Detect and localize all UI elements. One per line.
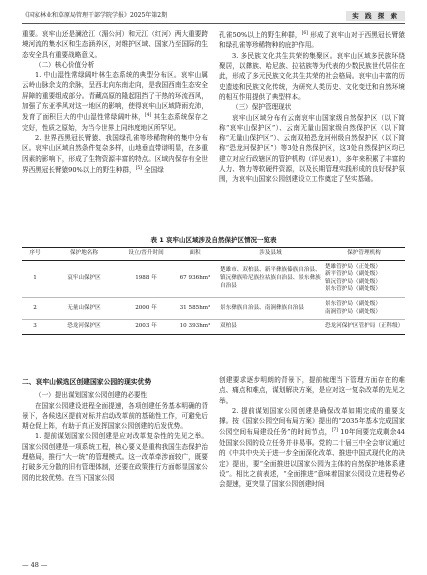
journal-title: 《国家林业和草原局管理干部学院学报》2025年第2期	[22, 12, 168, 19]
subheading-status: （三）保护管理现状	[232, 103, 292, 112]
citation: [5]	[135, 166, 142, 172]
paragraph-text: 2. 世界西黑冠长臂猿、我国绿孔雀等珍稀物种的集中分布区。哀牢山区域自然条件复杂多样，山地垂直带谱明显，在多重因素的影响下，形成了生物资源丰富的特点。区域内保存有全世界西黑冠长臂猿90%以上的野生种群，	[22, 134, 208, 175]
table-cell: 67 936hm²	[172, 260, 218, 297]
paragraph: 哀牢山区域分布有云南哀牢山国家级自然保护区（以下简称“哀牢山保护区”）、云南无量山国家级自然保护区（以下简称“无量山保护区”）、云南双柏恐龙河州级自然保护区（以下简称“恐龙河保护区”）等3处自然保护区，这3处自然保护区均已建立对应行政辖区的管护机构（详见表1），多年来积累了丰富的人力、物力等软硬件资源，以及长期管理实践形成的良好保护氛围，为哀牢山国家公园创建设立工作奠定了坚实基础。	[219, 113, 405, 184]
table-cell: 31 585hm²	[172, 297, 218, 319]
paragraph	[22, 70, 208, 133]
citation: [6]	[301, 31, 308, 36]
column-top-right	[219, 29, 405, 232]
paragraph-text: 10年间要完成剩余44处国家公园的设立任务并非易事。党的二十届三中全会审议通过的《中共中央关于进一步全面深化改革、推进中国式现代化的决定》提出，要“全面推进以国家公园为主体的自然保护地体系建设”。相比之前表述，“全面推进”意味着国家公园设立进程势必会提速，更突显了国家公园创建时间	[219, 428, 405, 489]
paragraph	[22, 133, 208, 175]
table-cell: 3	[22, 320, 48, 335]
paragraph: 3. 多民族文化共生共荣的集聚区。哀牢山区域多民族环绕聚居，以彝族、哈尼族、拉祜族等为代表的少数民族世代居住在此，形成了多元民族文化共生共荣的社会格局。哀牢山丰富的历史遗迹和民族文化传统，为研究人类历史、文化变迁和自然环境的相互作用提供了典型样本。	[219, 51, 405, 101]
table-cell: 双柏县	[218, 320, 323, 335]
org-line: 镇沅管护局（副处级）	[325, 278, 381, 285]
paragraph-text: 其生态系统保存之完好，性质之原始，为当今世界上同纬度地区所罕见。	[22, 113, 208, 132]
running-header	[22, 9, 405, 23]
table-cell	[323, 320, 405, 335]
table-cell: 1	[22, 260, 48, 297]
org-line: 恐龙河保护区管护局（正科级）	[325, 323, 404, 330]
citation: [7]	[331, 428, 338, 434]
table-cell: 楚雄市、双柏县、新平彝族傣族自治县、镇沅彝族哈尼族拉祜族自治县、景东彝族自治县	[218, 260, 323, 297]
org-line: 新平管护局（副处级）	[325, 271, 381, 278]
paragraph: 在国家公园建设进程全面提速，各项创建任务基本明确的背景下，各候选区提前对标并启动改革前的基础性工作，可避免后期仓促上阵，有助于真正发挥国家公园创建的后发优势。	[22, 401, 208, 431]
column-header: 序号	[22, 248, 48, 261]
paragraph: 1. 提前谋划国家公园创建是应对改革复杂性的先见之举。国家公园创建是一项系统工程，核心要义是重构我国生态保护治理格局，推行“大一统”的管理模式。这一改革牵涉面较广，既要打破多元分散的旧有管理体制，还要在政策推行方面彰显国家公园的比较优势。在当下国家公园	[22, 432, 208, 482]
org-line: 景东管护局（副处级）	[325, 300, 381, 307]
paragraph	[219, 406, 405, 490]
column-header: 涉及县域	[218, 248, 323, 261]
subheading-core-value: （二）核心价值分析	[35, 60, 95, 69]
paragraph	[219, 29, 405, 51]
paragraph-text: 全国绿	[141, 166, 164, 175]
table-row	[22, 320, 405, 335]
table-cell: 2000 年	[120, 297, 172, 319]
org-line: 楚雄管护局（正处级）	[325, 263, 381, 270]
table-cell: 无量山保护区	[48, 297, 120, 319]
table-cell: 恐龙河保护区	[48, 320, 120, 335]
table-cell: 10 393hm²	[172, 320, 218, 335]
table-row	[22, 260, 405, 297]
table-title: 表 1 哀牢山区域涉及自然保护区情况一览表	[150, 236, 277, 244]
column-bottom-left	[22, 375, 208, 555]
subheading-necessity: （一）提出谋划国家公园创建的必要性	[35, 391, 148, 400]
table-cell: 哀牢山保护区	[48, 260, 120, 297]
paragraph: 重要。哀牢山还是澜沧江（湄公河）和元江（红河）两大重要跨境河流的集水区和生态涵养区，对维护区域、国家乃至国际的生态安全具有重要战略意义。	[22, 30, 208, 59]
column-header: 保护地名称	[48, 248, 120, 261]
paragraph-text: 2. 提前谋划国家公园创建是确保改革如期完成的重要支撑。按《国家公园空间布局方案》提出的“2035年基本完成国家公园空间布局建设任务”的时间节点，	[219, 406, 405, 437]
column-header: 面积	[172, 248, 218, 261]
table-cell: 2	[22, 297, 48, 319]
citation: [4]	[144, 113, 152, 119]
column-header: 设立/晋升时间	[120, 248, 172, 261]
paragraph-text: 1. 中山湿性常绿阔叶林生态系统的典型分布区。哀牢山属云岭山脉余支的余脉，呈西北向东南走向，是我国西南生态安全屏障的重要组成部分。青藏高原的隆起阻挡了干热的环流西风，加强了东亚季风对这一地区的影响，使得哀牢山区域降雨充沛，发育了面积巨大的中山湿性常绿阔叶林，	[22, 71, 208, 122]
table-header-row	[22, 248, 405, 261]
protected-areas-table	[22, 247, 405, 335]
table-cell: 景东彝族自治县、南涧彝族自治县	[218, 297, 323, 319]
org-line: 南涧管护局（副处级）	[325, 308, 381, 315]
paragraph-text: 形成了哀牢山对于西黑冠长臂猿和绿孔雀等珍稀物种的庇护作用。	[219, 31, 405, 50]
column-bottom-right	[219, 375, 405, 555]
table-cell: 2003 年	[120, 320, 172, 335]
table-cell	[323, 297, 405, 319]
paragraph-text: 孔雀50%以上的野生种群，	[219, 31, 302, 40]
paragraph: 创建要求逐步明朗的背景下，提前梳理当下管理方面存在的难点、痛点和难点，谋划解决方案，是应对这一复杂改革的先见之举。	[219, 376, 405, 405]
table-row	[22, 297, 405, 319]
section-heading: 二、哀牢山候选区创建国家公园的现实优势	[22, 378, 152, 386]
column-top-left	[22, 29, 208, 232]
section-label: 实 践 探 索	[346, 11, 405, 21]
org-line: 景东管护局（副处级）	[325, 286, 381, 293]
header-rule	[22, 23, 405, 24]
table-cell: 1988 年	[120, 260, 172, 297]
column-header: 保护管理机构	[323, 248, 405, 261]
page-number: — 48 —	[22, 561, 48, 569]
table-cell	[323, 260, 405, 297]
